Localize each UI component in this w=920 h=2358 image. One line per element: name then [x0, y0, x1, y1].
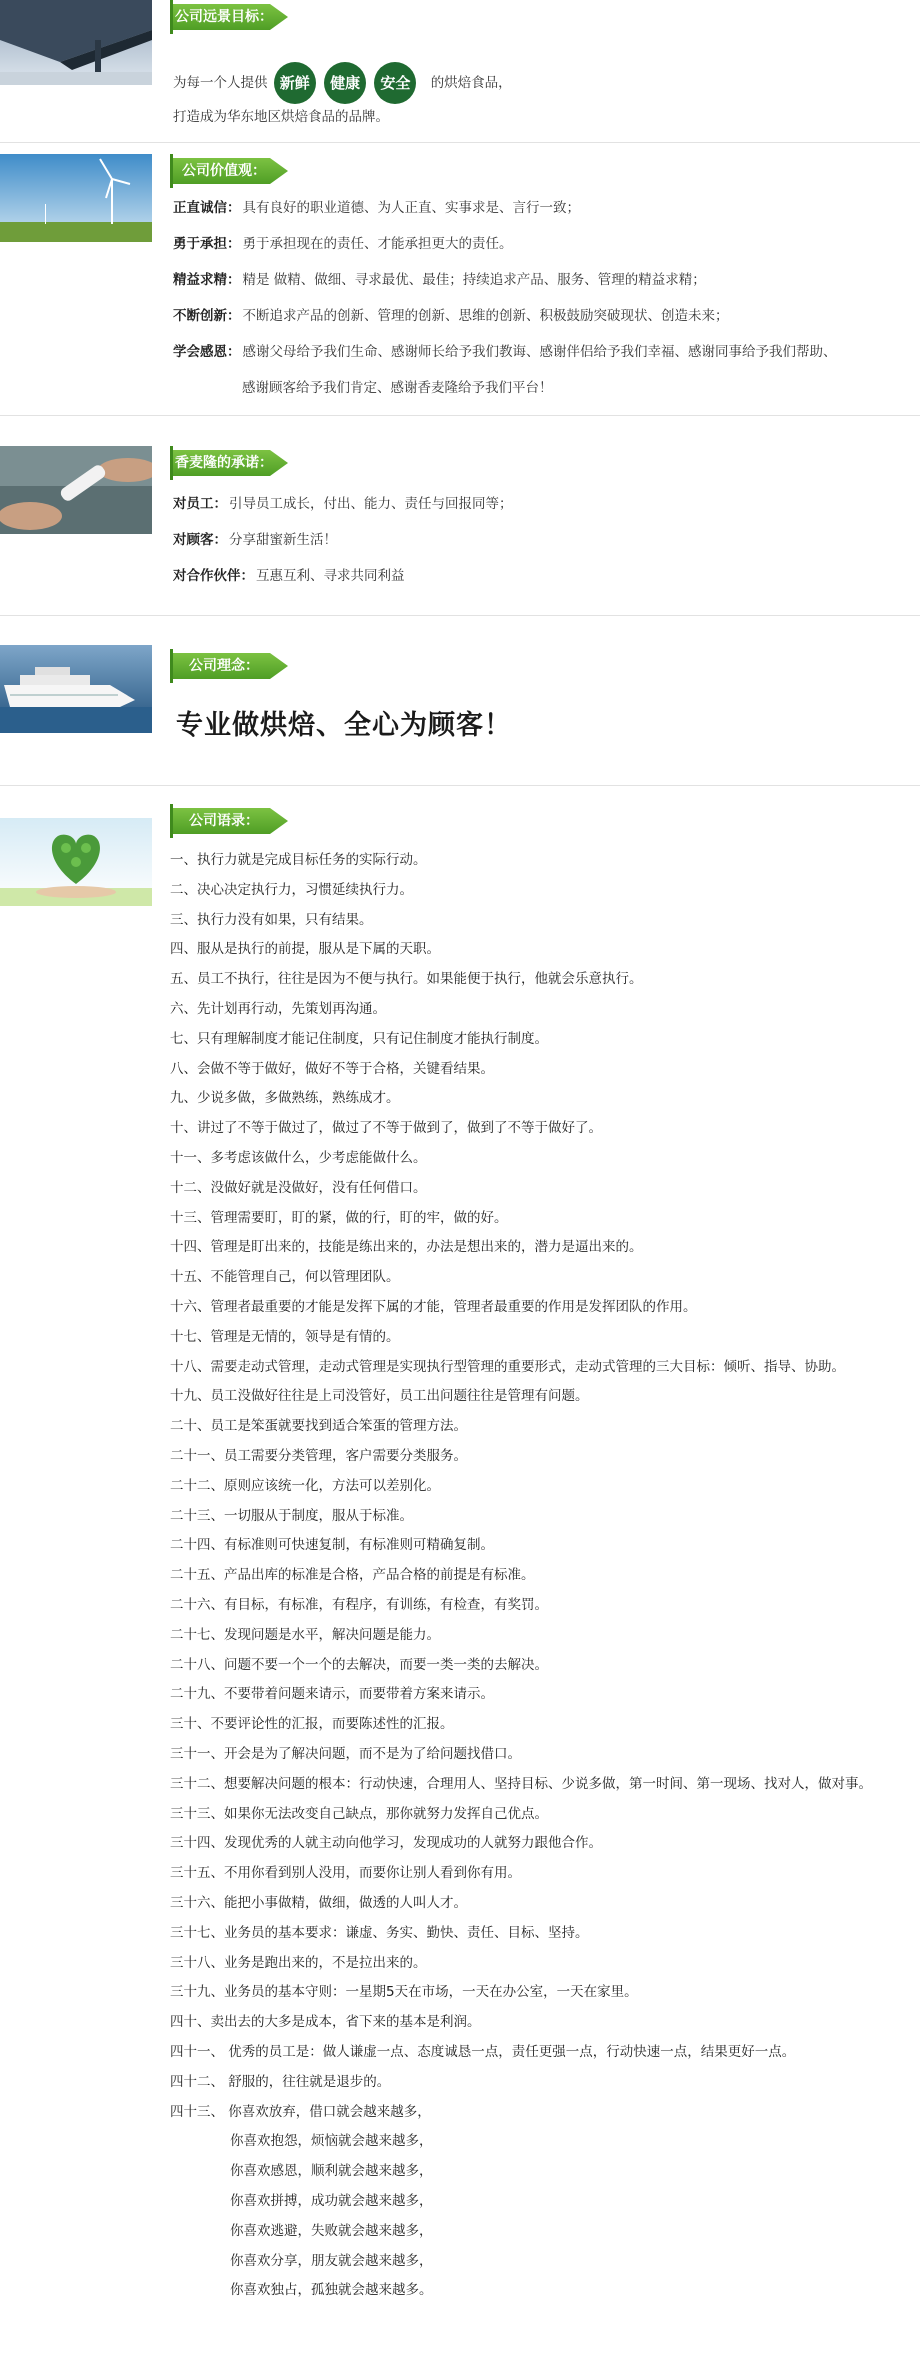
quote-line: 十九、员工没做好往往是上司没管好，员工出问题往往是管理有问题。: [170, 1388, 589, 1405]
quote-line: 十三、管理需要盯，盯的紧，做的行，盯的牢，做的好。: [170, 1209, 508, 1226]
quote-line: 三、执行力没有如果，只有结果。: [170, 911, 373, 928]
divider: [0, 615, 920, 616]
divider: [0, 142, 920, 143]
values-tag-label: 公司价值观：: [182, 163, 266, 179]
quote-line: 三十二、想要解决问题的根本：行动快速，合理用人、坚持目标、少说多做，第一时间、第一现场、找对人，做对事。: [170, 1775, 872, 1792]
quote-line: 六、先计划再行动，先策划再沟通。: [170, 1001, 386, 1017]
value-item: [173, 270, 706, 290]
quote-line: 二十八、问题不要一个一个的去解决，而要一类一类的去解决。: [170, 1656, 548, 1673]
value-continuation: 感谢顾客给予我们肯定、感谢香麦隆给予我们平台！: [242, 380, 553, 396]
quote-line: 三十三、如果你无法改变自己缺点，那你就努力发挥自己优点。: [170, 1805, 548, 1822]
vision-text-post: 的烘焙食品，: [430, 75, 512, 91]
value-item: [173, 342, 837, 362]
philosophy-tag: [170, 649, 292, 683]
quote-line: 四十一、 优秀的员工是：做人谦虚一点、态度诚恳一点，责任更强一点，行动快速一点，结果更好一点。: [170, 2044, 796, 2060]
value-label: 勇于承担：: [173, 236, 241, 252]
value-item: [173, 306, 729, 326]
value-text: 不断追求产品的创新、管理的创新、思维的创新、积极鼓励突破现状、创造未来；: [242, 308, 729, 324]
quote-line: 三十四、发现优秀的人就主动向他学习，发现成功的人就努力跟他合作。: [170, 1835, 602, 1852]
quote-line: 四十、卖出去的大多是成本，省下来的基本是利润。: [170, 2014, 481, 2031]
quote-indented-line: 你喜欢抱怨，烦恼就会越来越多，: [230, 2133, 433, 2150]
quote-line: 八、会做不等于做好，做好不等于合格，关键看结果。: [170, 1060, 494, 1077]
quote-line: 十七、管理是无情的，领导是有情的。: [170, 1328, 400, 1345]
cruise-ship-photo: [0, 645, 152, 733]
badge-fresh: 新鲜: [274, 62, 316, 104]
quote-indented-line: 你喜欢分享，朋友就会越来越多，: [230, 2252, 433, 2269]
quote-indented-line: 你喜欢感恩，顺利就会越来越多，: [230, 2163, 433, 2180]
quote-line: 二十一、员工需要分类管理，客户需要分类服务。: [170, 1448, 467, 1464]
quote-line: 九、少说多做，多做熟练，熟练成才。: [170, 1090, 400, 1107]
quote-indented-line: 你喜欢独占，孤独就会越来越多。: [230, 2282, 433, 2299]
value-item: [173, 198, 580, 218]
wind-turbine-photo: [0, 154, 152, 242]
divider: [0, 415, 920, 416]
heart-leaves-photo: [0, 818, 152, 906]
quote-line: 十五、不能管理自己，何以管理团队。: [170, 1269, 400, 1286]
quote-line: 十、讲过了不等于做过了，做过了不等于做到了，做到了不等于做好了。: [170, 1120, 602, 1137]
philosophy-slogan: 专业做烘焙、全心为顾客！: [176, 710, 512, 741]
values-tag: [170, 154, 292, 188]
quote-line: 十二、没做好就是没做好，没有任何借口。: [170, 1179, 427, 1196]
philosophy-section: [0, 645, 920, 765]
quote-line: 三十七、业务员的基本要求：谦虚、务实、勤快、责任、目标、坚持。: [170, 1924, 589, 1941]
quotes-tag-label: 公司语录：: [189, 813, 259, 829]
vision-text-pre: 为每一个人提供: [173, 75, 268, 91]
value-text: 感谢父母给予我们生命、感谢师长给予我们教诲、感谢伴侣给予我们幸福、感谢同事给予我们帮助、: [242, 344, 837, 360]
quotes-section: [0, 800, 920, 2350]
quote-line: 十一、多考虑该做什么，少考虑能做什么。: [170, 1150, 427, 1166]
promise-item: [173, 566, 405, 586]
quote-line: 二十七、发现问题是水平，解决问题是能力。: [170, 1626, 440, 1643]
quote-line: 三十八、业务是跑出来的，不是拉出来的。: [170, 1954, 427, 1971]
quote-line: 二十三、一切服从于制度，服从于标准。: [170, 1507, 413, 1524]
promise-text: 互惠互利、寻求共同利益: [256, 568, 405, 584]
vision-tag-label: 公司远景目标：: [175, 9, 273, 25]
quote-line: 四十二、 舒服的，往往就是退步的。: [170, 2073, 391, 2090]
value-label: 精益求精：: [173, 272, 241, 288]
promise-tag: [170, 446, 292, 480]
promise-label: 对员工：: [173, 496, 227, 512]
divider: [0, 785, 920, 786]
quote-line: 四十三、 你喜欢放弃，借口就会越来越多，: [170, 2103, 431, 2120]
quote-line: 三十、不要评论性的汇报，而要陈述性的汇报。: [170, 1716, 454, 1733]
promise-tag-label: 香麦隆的承诺：: [175, 455, 273, 471]
quote-line: 七、只有理解制度才能记住制度，只有记住制度才能执行制度。: [170, 1030, 548, 1047]
quote-line: 二十六、有目标，有标准，有程序，有训练，有检查，有奖罚。: [170, 1597, 548, 1613]
quote-line: 二十四、有标准则可快速复制，有标准则可精确复制。: [170, 1537, 494, 1554]
quote-line: 二十九、不要带着问题来请示，而要带着方案来请示。: [170, 1686, 494, 1703]
handshake-photo: [0, 446, 152, 534]
quote-line: 二、决心决定执行力，习惯延续执行力。: [170, 881, 413, 898]
quote-line: 二十、员工是笨蛋就要找到适合笨蛋的管理方法。: [170, 1418, 467, 1435]
promise-item: [173, 494, 513, 514]
vision-tag: [170, 0, 292, 34]
value-item: [173, 234, 513, 254]
value-label: 不断创新：: [173, 308, 241, 324]
vision-line-1: [173, 62, 512, 104]
quotes-tag: [170, 804, 292, 838]
quote-line: 二十五、产品出库的标准是合格，产品合格的前提是有标准。: [170, 1567, 535, 1584]
quote-line: 一、执行力就是完成目标任务的实际行动。: [170, 852, 427, 868]
quote-line: 十四、管理是盯出来的，技能是练出来的，办法是想出来的，潜力是逼出来的。: [170, 1239, 643, 1256]
promise-item: [173, 530, 337, 550]
quote-line: 三十九、业务员的基本守则：一星期5天在市场，一天在办公室，一天在家里。: [170, 1984, 638, 2001]
badge-safe: 安全: [374, 62, 416, 104]
quote-indented-line: 你喜欢逃避，失败就会越来越多，: [230, 2222, 433, 2239]
promise-text: 分享甜蜜新生活！: [229, 532, 337, 548]
promise-text: 引导员工成长，付出、能力、责任与回报同等；: [229, 496, 513, 512]
quote-indented-line: 你喜欢拼搏，成功就会越来越多，: [230, 2193, 433, 2209]
value-label: 正直诚信：: [173, 200, 241, 216]
value-text: 具有良好的职业道德、为人正直、实事求是、言行一致；: [242, 200, 580, 216]
quote-line: 四、服从是执行的前提，服从是下属的天职。: [170, 941, 440, 958]
value-text: 勇于承担现在的责任、才能承担更大的责任。: [242, 236, 513, 252]
vision-line-2: 打造成为华东地区烘焙食品的品牌。: [173, 109, 389, 125]
philosophy-tag-label: 公司理念：: [189, 658, 259, 674]
quote-line: 二十二、原则应该统一化，方法可以差别化。: [170, 1477, 440, 1494]
value-label: 学会感恩：: [173, 344, 241, 360]
quote-line: 三十一、开会是为了解决问题，而不是为了给问题找借口。: [170, 1746, 521, 1762]
quote-line: 十六、管理者最重要的才能是发挥下属的才能，管理者最重要的作用是发挥团队的作用。: [170, 1299, 697, 1315]
quote-line: 十八、需要走动式管理，走动式管理是实现执行型管理的重要形式，走动式管理的三大目标：倾听、指导、协助。: [170, 1358, 845, 1375]
quote-line: 三十五、不用你看到别人没用，而要你让别人看到你有用。: [170, 1865, 521, 1882]
value-text: 精是 做精、做细、寻求最优、最佳；持续追求产品、服务、管理的精益求精；: [242, 272, 706, 288]
badge-healthy: 健康: [324, 62, 366, 104]
promise-label: 对合作伙伴：: [173, 568, 254, 584]
values-section: [0, 152, 920, 412]
quote-line: 五、员工不执行，往往是因为不便与执行。如果能便于执行，他就会乐意执行。: [170, 971, 643, 988]
promise-label: 对顾客：: [173, 532, 227, 548]
vision-section: [0, 0, 920, 140]
quote-line: 三十六、能把小事做精，做细，做透的人叫人才。: [170, 1895, 467, 1911]
bridge-photo: [0, 0, 152, 85]
promise-section: [0, 446, 920, 606]
